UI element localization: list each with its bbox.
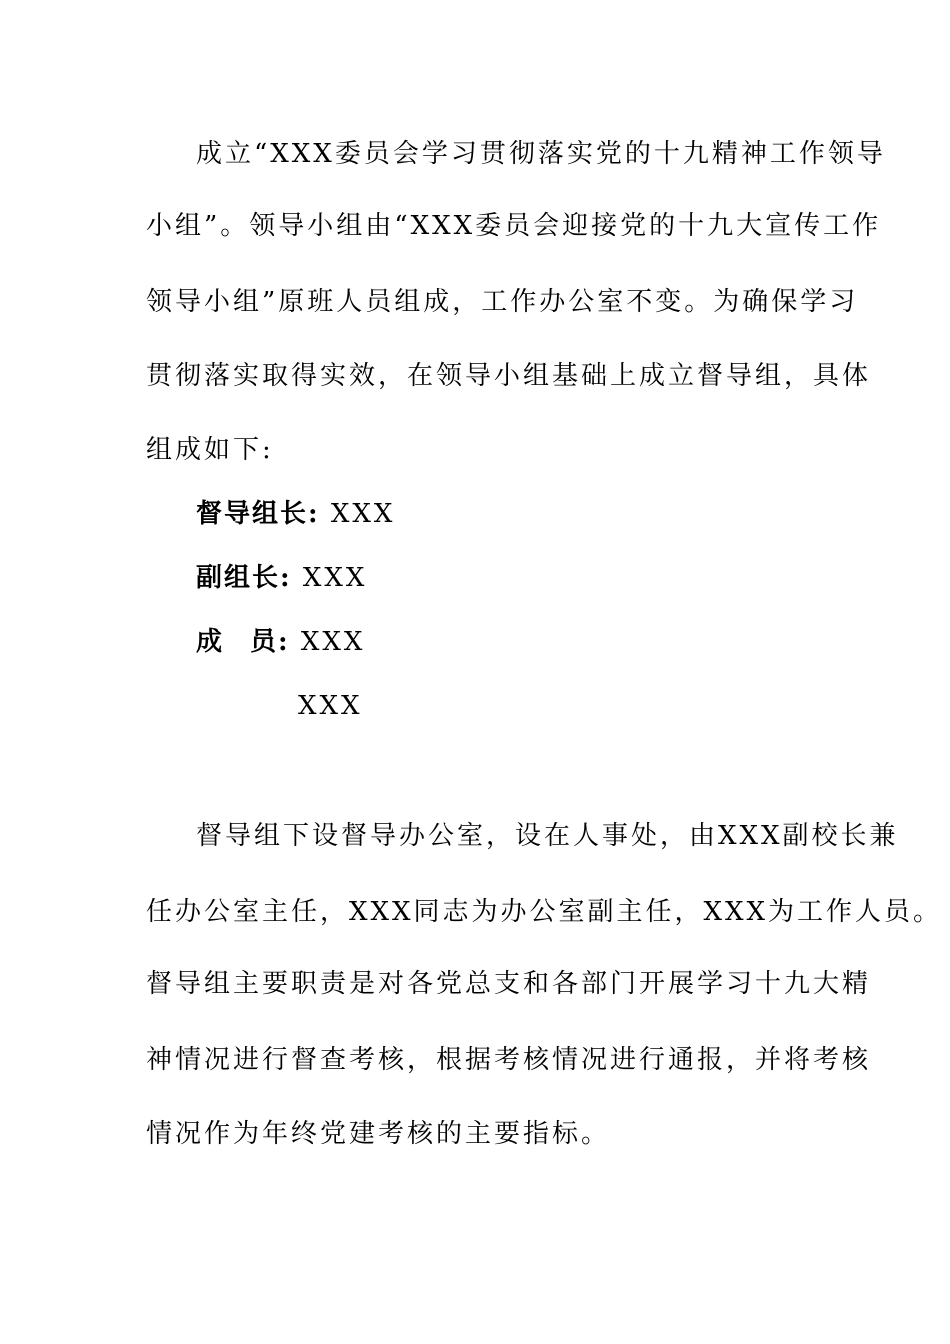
roster-member-value-2: XXX [298,691,363,721]
roster-deputy-label: 副组长: [196,563,292,593]
roster-member-label-a: 成 [196,627,225,657]
roster-member-row [196,625,876,659]
paragraph2-line-3: 督导组主要职责是对各党总支和各部门开展学习十九大精 [146,969,872,999]
paragraph2-line-1: 督导组下设督导办公室，设在人事处，由XXX副校长兼 [196,821,899,851]
paragraph1-line-4: 贯彻落实取得实效，在领导小组基础上成立督导组，具体 [146,361,872,391]
paragraph2-line-4: 神情况进行督查考核，根据考核情况进行通报，并将考核 [146,1045,872,1075]
roster-leader-row [196,497,876,531]
paragraph1-line-5: 组成如下: [146,435,274,465]
paragraph1-line-2: 小组”。领导小组由“XXX委员会迎接党的十九大宣传工作 [146,211,882,241]
roster-deputy-value: XXX [302,563,368,593]
roster-member-label-b: 员: [250,627,290,657]
roster-leader-value: XXX [330,499,396,529]
paragraph2-line-2: 任办公室主任，XXX同志为办公室副主任，XXX为工作人员。 [146,897,943,927]
roster-deputy-row [196,561,876,595]
paragraph2-line-5: 情况作为年终党建考核的主要指标。 [146,1119,611,1149]
roster-leader-label: 督导组长: [196,499,320,529]
paragraph1-line-3: 领导小组”原班人员组成，工作办公室不变。为确保学习 [146,287,859,317]
roster-member-value-1: XXX [300,627,366,657]
paragraph1-line-1: 成立“XXX委员会学习贯彻落实党的十九精神工作领导 [196,139,886,169]
